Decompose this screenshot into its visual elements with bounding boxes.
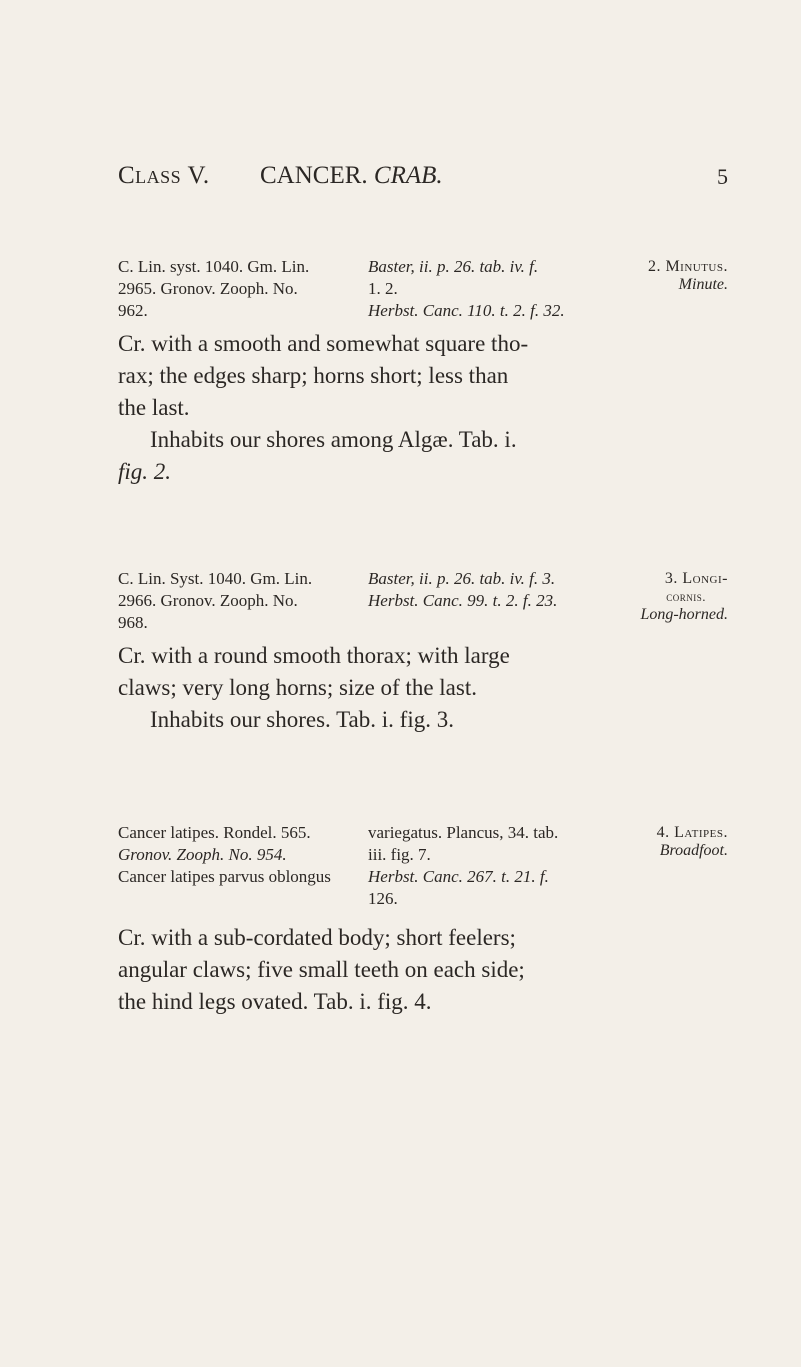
ref-line: C. Lin. Syst. 1040. Gm. Lin. [118,569,313,588]
desc-line: Cr. with a sub-cordated body; short feelers; [118,925,516,950]
desc-line: claws; very long horns; size of the last. [118,675,477,700]
ref-line: 126. [368,889,398,908]
species-english: Broadfoot. [659,842,728,859]
ref-line: Baster, ii. p. 26. tab. iv. f. 3. [368,569,556,588]
species-side-label [640,570,728,624]
desc-line: the last. [118,395,190,420]
ref-line: iii. fig. 7. [368,845,431,864]
ref-line: Herbst. Canc. 99. t. 2. f. 23. [368,591,558,610]
desc-line: rax; the edges sharp; horns short; less than [118,363,509,388]
ref-line: variegatus. Plancus, 34. tab. [368,823,559,842]
desc-line: angular claws; five small teeth on each side; [118,957,525,982]
page-number: 5 [717,164,728,189]
entry-1-description [118,328,698,488]
desc-line: Inhabits our shores among Algæ. Tab. i. [150,427,517,452]
ref-line: 2965. Gronov. Zooph. No. [118,279,298,298]
species-side-label [657,824,728,860]
running-header [118,162,728,198]
title-italic: CRAB. [373,162,443,189]
desc-line: Cr. with a round smooth thorax; with large [118,643,510,668]
ref-line: 1. 2. [368,279,398,298]
ref-line: Baster, ii. p. 26. tab. iv. f. [368,257,539,276]
ref-line: Herbst. Canc. 110. t. 2. f. 32. [368,301,565,320]
desc-line: Cr. with a smooth and somewhat square tho- [118,331,529,356]
ref-line: Cancer latipes. Rondel. 565. [118,823,311,842]
desc-line: fig. 2. [118,459,172,484]
species-side-label [648,258,728,294]
ref-line: 968. [118,613,148,632]
ref-line: Herbst. Canc. 267. t. 21. f. [368,867,549,886]
species-english: Minute. [678,276,728,293]
desc-line: Inhabits our shores. Tab. i. fig. 3. [150,707,454,732]
ref-line: Gronov. Zooph. No. 954. [118,845,287,864]
desc-line: the hind legs ovated. Tab. i. fig. 4. [118,989,432,1014]
ref-line: Cancer latipes parvus oblongus [118,867,331,886]
species-number: 2. Minutus. [647,258,728,275]
species-english: Long-horned. [640,606,728,623]
entry-3-description [118,922,698,1018]
species-number-cont: cornis. [666,589,706,604]
title-main: CANCER. [260,162,368,189]
entry-2-description [118,640,698,736]
page-title [260,162,443,190]
ref-line: 2966. Gronov. Zooph. No. [118,591,298,610]
class-label: Class V. [118,162,210,189]
ref-line: 962. [118,301,148,320]
ref-line: C. Lin. syst. 1040. Gm. Lin. [118,257,310,276]
species-number: 4. Latipes. [656,824,728,841]
species-number: 3. Longi- [664,570,728,587]
